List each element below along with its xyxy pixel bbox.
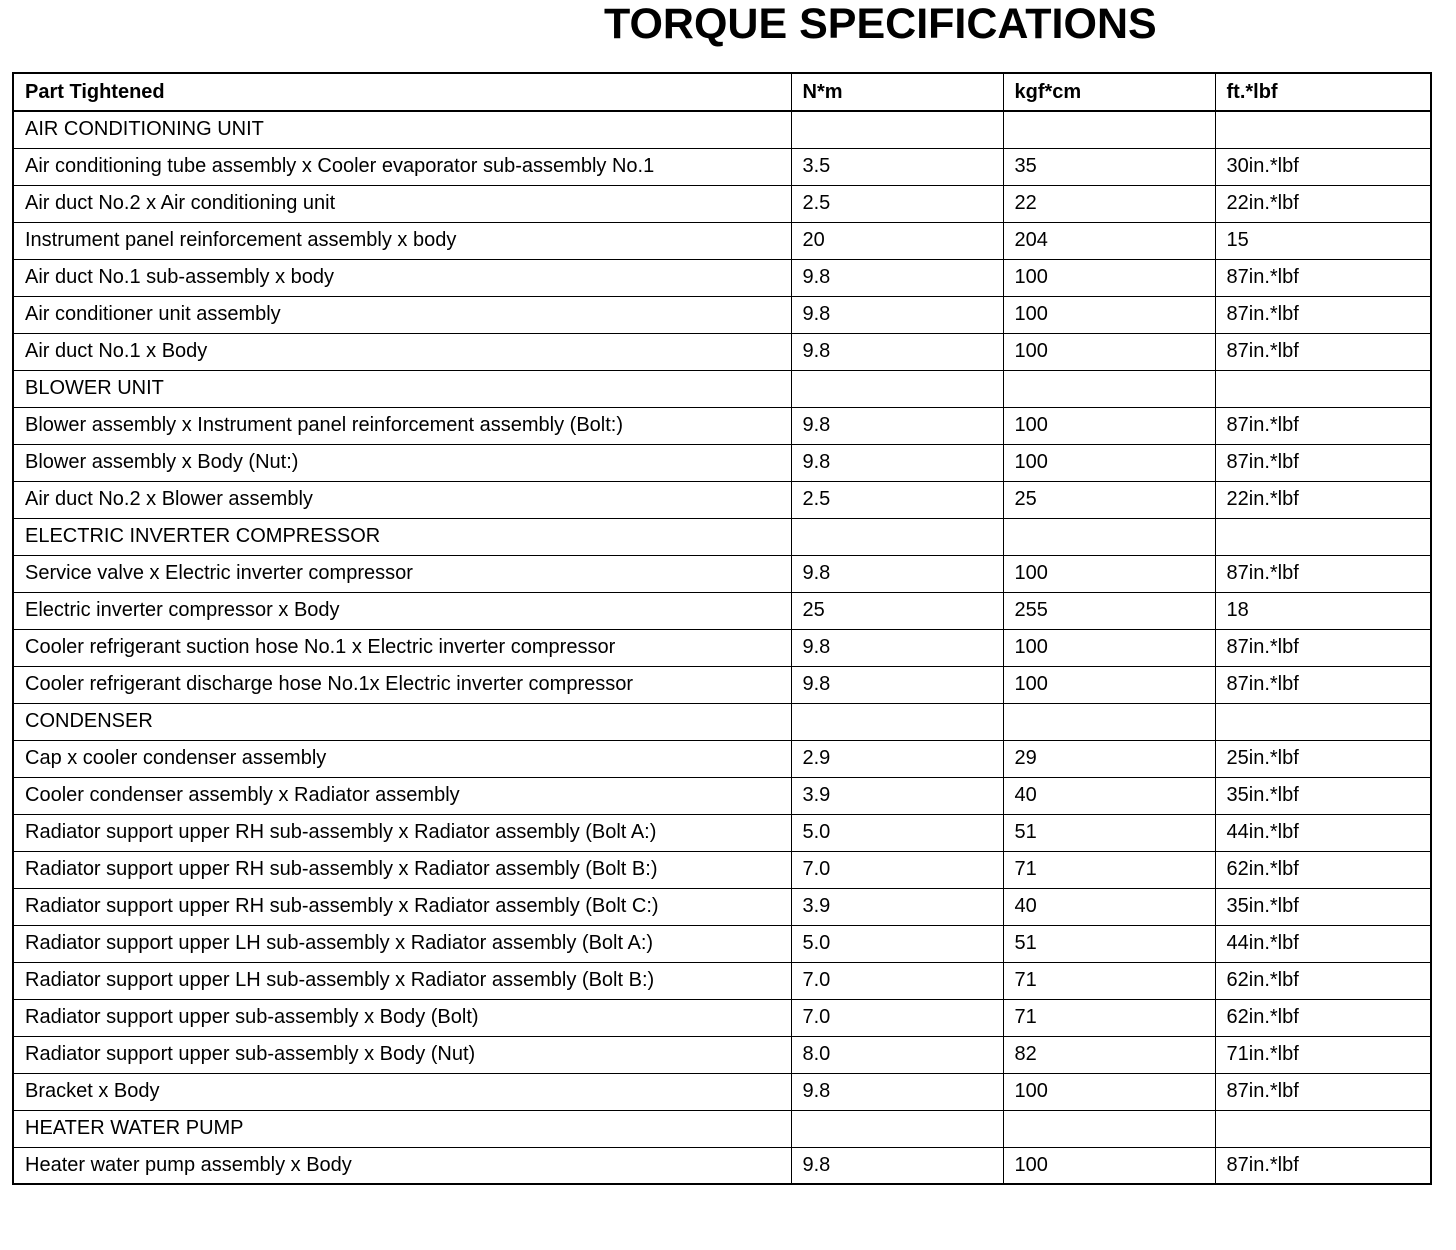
torque-specifications-table (12, 72, 1432, 1185)
table-row (13, 888, 1431, 925)
nm-cell (791, 518, 1003, 555)
kgf-cm-cell: 71 (1003, 962, 1215, 999)
part-cell: Blower assembly x Body (Nut:) (13, 444, 791, 481)
nm-cell: 9.8 (791, 259, 1003, 296)
ft-lbf-cell: 71in.*lbf (1215, 1036, 1431, 1073)
table-row (13, 481, 1431, 518)
table-row (13, 740, 1431, 777)
nm-cell: 9.8 (791, 555, 1003, 592)
ft-lbf-cell: 87in.*lbf (1215, 555, 1431, 592)
table-row (13, 259, 1431, 296)
kgf-cm-cell: 100 (1003, 629, 1215, 666)
part-cell: Air duct No.1 x Body (13, 333, 791, 370)
part-cell: Radiator support upper sub-assembly x Body (Nut) (13, 1036, 791, 1073)
part-cell: Blower assembly x Instrument panel reinforcement assembly (Bolt:) (13, 407, 791, 444)
table-row (13, 1147, 1431, 1184)
kgf-cm-cell: 40 (1003, 888, 1215, 925)
header-kgf-cm: kgf*cm (1003, 73, 1215, 111)
ft-lbf-cell (1215, 703, 1431, 740)
kgf-cm-cell: 100 (1003, 333, 1215, 370)
ft-lbf-cell (1215, 518, 1431, 555)
section-header-row (13, 518, 1431, 555)
kgf-cm-cell: 29 (1003, 740, 1215, 777)
nm-cell: 9.8 (791, 629, 1003, 666)
nm-cell: 9.8 (791, 1147, 1003, 1184)
ft-lbf-cell: 62in.*lbf (1215, 851, 1431, 888)
section-title: BLOWER UNIT (13, 370, 791, 407)
table-body (13, 111, 1431, 1184)
header-part-tightened: Part Tightened (13, 73, 791, 111)
kgf-cm-cell: 71 (1003, 851, 1215, 888)
nm-cell (791, 111, 1003, 148)
nm-cell (791, 703, 1003, 740)
part-cell: Heater water pump assembly x Body (13, 1147, 791, 1184)
nm-cell: 7.0 (791, 851, 1003, 888)
part-cell: Air conditioning tube assembly x Cooler evaporator sub-assembly No.1 (13, 148, 791, 185)
kgf-cm-cell: 100 (1003, 1147, 1215, 1184)
kgf-cm-cell: 255 (1003, 592, 1215, 629)
part-cell: Cooler refrigerant discharge hose No.1x Electric inverter compressor (13, 666, 791, 703)
nm-cell: 2.5 (791, 185, 1003, 222)
nm-cell: 8.0 (791, 1036, 1003, 1073)
section-title: HEATER WATER PUMP (13, 1110, 791, 1147)
ft-lbf-cell: 22in.*lbf (1215, 185, 1431, 222)
nm-cell: 3.9 (791, 888, 1003, 925)
header-nm: N*m (791, 73, 1003, 111)
nm-cell: 3.9 (791, 777, 1003, 814)
ft-lbf-cell: 30in.*lbf (1215, 148, 1431, 185)
table-header-row (13, 73, 1431, 111)
page-title: TORQUE SPECIFICATIONS (604, 0, 1157, 48)
ft-lbf-cell (1215, 111, 1431, 148)
part-cell: Air duct No.2 x Blower assembly (13, 481, 791, 518)
ft-lbf-cell: 44in.*lbf (1215, 925, 1431, 962)
table-row (13, 666, 1431, 703)
nm-cell: 3.5 (791, 148, 1003, 185)
table-row (13, 407, 1431, 444)
nm-cell: 9.8 (791, 444, 1003, 481)
part-cell: Radiator support upper sub-assembly x Body (Bolt) (13, 999, 791, 1036)
table-row (13, 999, 1431, 1036)
kgf-cm-cell: 51 (1003, 814, 1215, 851)
table-row (13, 777, 1431, 814)
nm-cell (791, 1110, 1003, 1147)
section-header-row (13, 1110, 1431, 1147)
ft-lbf-cell: 18 (1215, 592, 1431, 629)
table-row (13, 185, 1431, 222)
ft-lbf-cell: 35in.*lbf (1215, 888, 1431, 925)
table-row (13, 962, 1431, 999)
table-row (13, 148, 1431, 185)
nm-cell: 25 (791, 592, 1003, 629)
ft-lbf-cell (1215, 1110, 1431, 1147)
table-row (13, 444, 1431, 481)
ft-lbf-cell: 87in.*lbf (1215, 333, 1431, 370)
part-cell: Air conditioner unit assembly (13, 296, 791, 333)
ft-lbf-cell: 25in.*lbf (1215, 740, 1431, 777)
header-ft-lbf: ft.*lbf (1215, 73, 1431, 111)
nm-cell: 9.8 (791, 296, 1003, 333)
nm-cell: 20 (791, 222, 1003, 259)
ft-lbf-cell: 87in.*lbf (1215, 1147, 1431, 1184)
part-cell: Air duct No.2 x Air conditioning unit (13, 185, 791, 222)
ft-lbf-cell: 62in.*lbf (1215, 962, 1431, 999)
nm-cell: 7.0 (791, 962, 1003, 999)
part-cell: Radiator support upper RH sub-assembly x Radiator assembly (Bolt C:) (13, 888, 791, 925)
kgf-cm-cell: 100 (1003, 259, 1215, 296)
section-header-row (13, 703, 1431, 740)
kgf-cm-cell (1003, 111, 1215, 148)
kgf-cm-cell (1003, 703, 1215, 740)
table-row (13, 629, 1431, 666)
table-row (13, 296, 1431, 333)
kgf-cm-cell: 204 (1003, 222, 1215, 259)
ft-lbf-cell: 22in.*lbf (1215, 481, 1431, 518)
kgf-cm-cell: 100 (1003, 666, 1215, 703)
section-title: AIR CONDITIONING UNIT (13, 111, 791, 148)
ft-lbf-cell: 87in.*lbf (1215, 666, 1431, 703)
part-cell: Cooler condenser assembly x Radiator assembly (13, 777, 791, 814)
ft-lbf-cell: 44in.*lbf (1215, 814, 1431, 851)
nm-cell: 5.0 (791, 925, 1003, 962)
table-row (13, 814, 1431, 851)
part-cell: Instrument panel reinforcement assembly x body (13, 222, 791, 259)
section-title: ELECTRIC INVERTER COMPRESSOR (13, 518, 791, 555)
ft-lbf-cell: 87in.*lbf (1215, 407, 1431, 444)
kgf-cm-cell: 40 (1003, 777, 1215, 814)
kgf-cm-cell: 35 (1003, 148, 1215, 185)
table-row (13, 222, 1431, 259)
table-row (13, 555, 1431, 592)
nm-cell: 9.8 (791, 407, 1003, 444)
part-cell: Bracket x Body (13, 1073, 791, 1110)
kgf-cm-cell: 71 (1003, 999, 1215, 1036)
part-cell: Radiator support upper RH sub-assembly x Radiator assembly (Bolt A:) (13, 814, 791, 851)
section-header-row (13, 370, 1431, 407)
kgf-cm-cell (1003, 518, 1215, 555)
kgf-cm-cell: 100 (1003, 555, 1215, 592)
nm-cell (791, 370, 1003, 407)
table-row (13, 1036, 1431, 1073)
kgf-cm-cell (1003, 1110, 1215, 1147)
kgf-cm-cell: 51 (1003, 925, 1215, 962)
kgf-cm-cell: 100 (1003, 444, 1215, 481)
table-row (13, 333, 1431, 370)
table-row (13, 851, 1431, 888)
section-title: CONDENSER (13, 703, 791, 740)
part-cell: Air duct No.1 sub-assembly x body (13, 259, 791, 296)
part-cell: Radiator support upper LH sub-assembly x Radiator assembly (Bolt B:) (13, 962, 791, 999)
nm-cell: 7.0 (791, 999, 1003, 1036)
kgf-cm-cell: 100 (1003, 296, 1215, 333)
ft-lbf-cell: 87in.*lbf (1215, 296, 1431, 333)
part-cell: Radiator support upper RH sub-assembly x Radiator assembly (Bolt B:) (13, 851, 791, 888)
part-cell: Cooler refrigerant suction hose No.1 x Electric inverter compressor (13, 629, 791, 666)
ft-lbf-cell: 87in.*lbf (1215, 444, 1431, 481)
nm-cell: 2.9 (791, 740, 1003, 777)
ft-lbf-cell: 87in.*lbf (1215, 1073, 1431, 1110)
part-cell: Service valve x Electric inverter compressor (13, 555, 791, 592)
table-row (13, 592, 1431, 629)
ft-lbf-cell (1215, 370, 1431, 407)
kgf-cm-cell: 25 (1003, 481, 1215, 518)
part-cell: Cap x cooler condenser assembly (13, 740, 791, 777)
part-cell: Electric inverter compressor x Body (13, 592, 791, 629)
ft-lbf-cell: 35in.*lbf (1215, 777, 1431, 814)
kgf-cm-cell: 100 (1003, 1073, 1215, 1110)
kgf-cm-cell: 82 (1003, 1036, 1215, 1073)
ft-lbf-cell: 15 (1215, 222, 1431, 259)
part-cell: Radiator support upper LH sub-assembly x Radiator assembly (Bolt A:) (13, 925, 791, 962)
kgf-cm-cell: 100 (1003, 407, 1215, 444)
kgf-cm-cell (1003, 370, 1215, 407)
ft-lbf-cell: 62in.*lbf (1215, 999, 1431, 1036)
ft-lbf-cell: 87in.*lbf (1215, 259, 1431, 296)
table-row (13, 925, 1431, 962)
kgf-cm-cell: 22 (1003, 185, 1215, 222)
ft-lbf-cell: 87in.*lbf (1215, 629, 1431, 666)
nm-cell: 9.8 (791, 333, 1003, 370)
table-row (13, 1073, 1431, 1110)
nm-cell: 9.8 (791, 666, 1003, 703)
nm-cell: 5.0 (791, 814, 1003, 851)
nm-cell: 9.8 (791, 1073, 1003, 1110)
section-header-row (13, 111, 1431, 148)
nm-cell: 2.5 (791, 481, 1003, 518)
